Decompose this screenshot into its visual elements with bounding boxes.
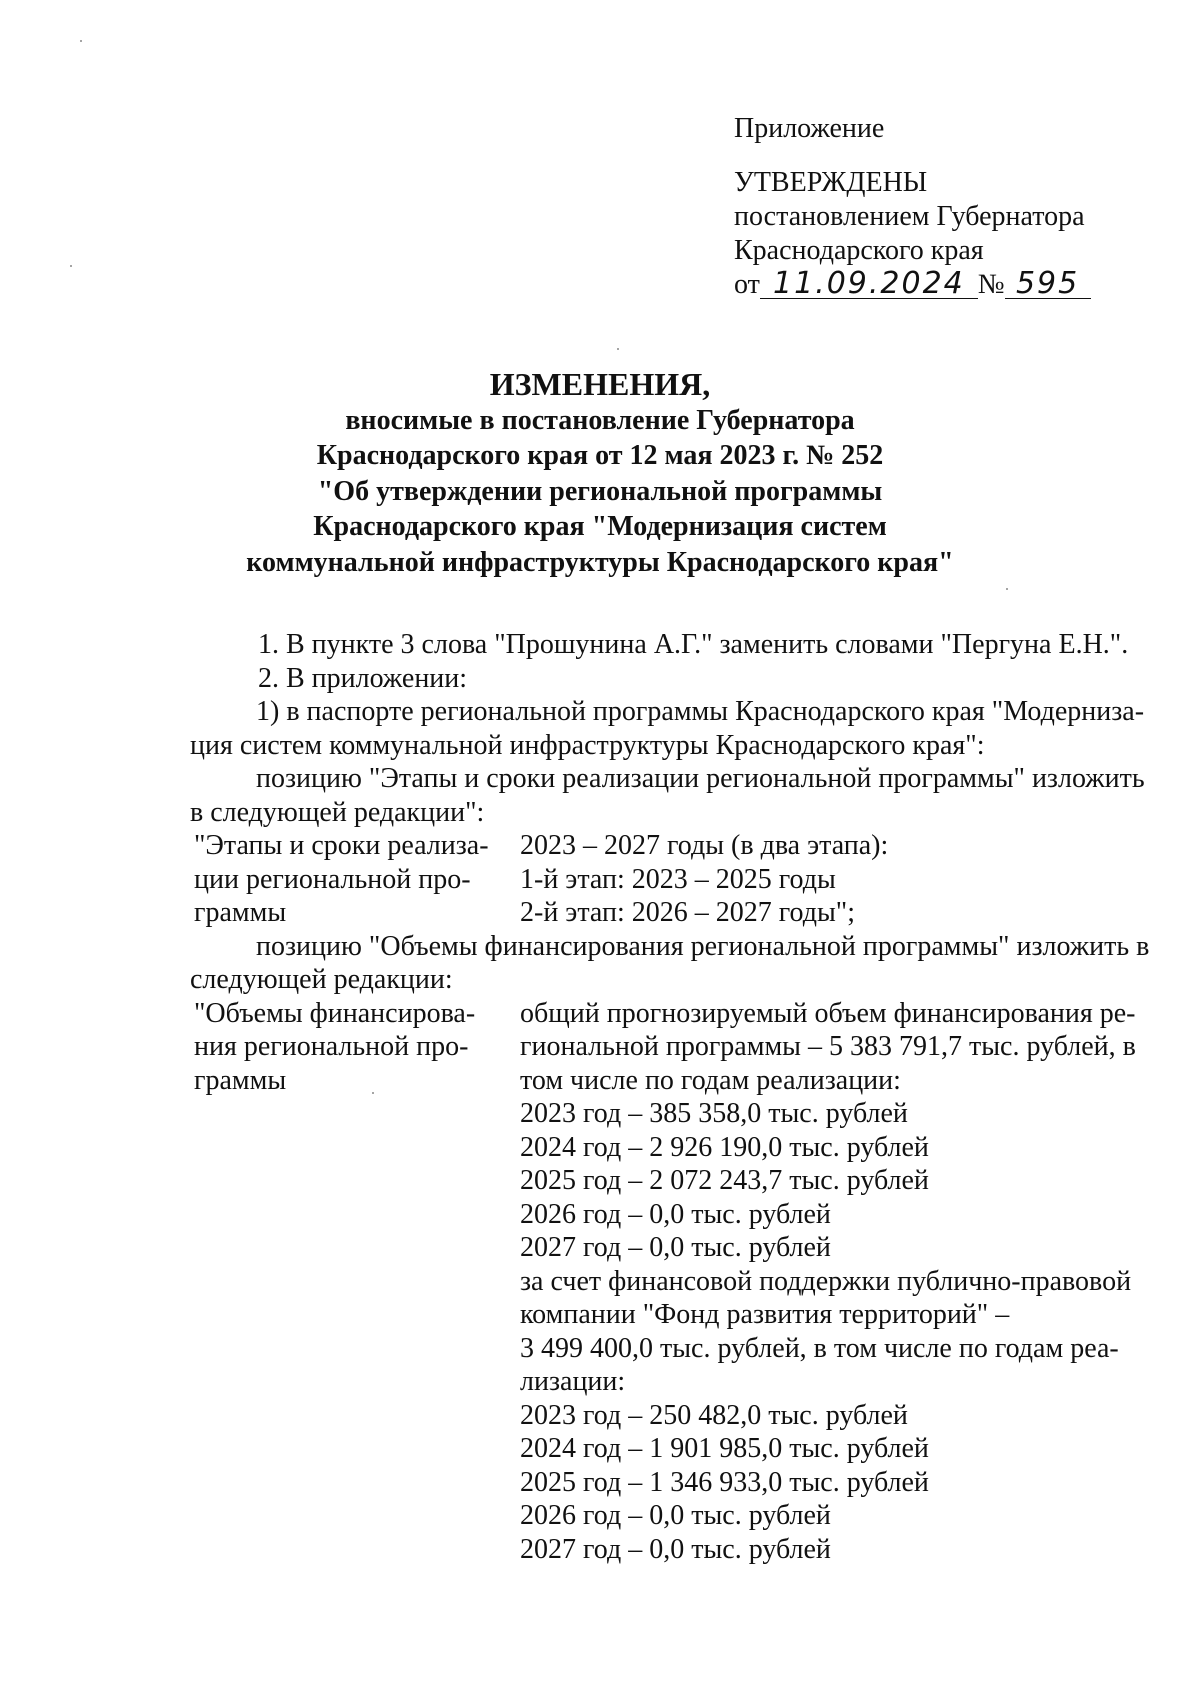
funding-table xyxy=(190,997,1166,1567)
scan-speck xyxy=(617,348,619,350)
approved-heading: УТВЕРЖДЕНЫ xyxy=(734,167,928,198)
table-cell-line: 1-й этап: 2023 – 2025 годы xyxy=(520,863,836,895)
stages-table-value xyxy=(520,829,1166,930)
document-title xyxy=(150,367,1050,580)
approved-by-line: постановлением Губернатора xyxy=(734,201,1085,232)
date-number-line xyxy=(734,268,1091,302)
stages-table-label xyxy=(190,829,520,930)
region-line: Краснодарского края xyxy=(734,235,984,266)
table-cell-line: общий прогнозируемый объем финансирования ре- xyxy=(520,997,1136,1029)
table-cell-line: 2027 год – 0,0 тыс. рублей xyxy=(520,1232,831,1263)
table-cell-line: 2025 год – 1 346 933,0 тыс. рублей xyxy=(520,1466,929,1498)
number-prefix: № xyxy=(977,269,1005,300)
table-cell-line: 2023 – 2027 годы (в два этапа): xyxy=(520,830,889,861)
item-2-1-line-2: ция систем коммунальной инфраструктуры Краснодарского края": xyxy=(190,729,985,761)
table-cell-line: 2-й этап: 2026 – 2027 годы"; xyxy=(520,897,855,928)
document-body xyxy=(190,628,1166,1566)
title-line-2: вносимые в постановление Губернатора xyxy=(345,404,855,436)
table-cell-line: гиональной программы – 5 383 791,7 тыс. рублей, в xyxy=(520,1031,1136,1062)
table-cell-line: 2025 год – 2 072 243,7 тыс. рублей xyxy=(520,1165,929,1196)
stages-table xyxy=(190,829,1166,930)
title-line-5: Краснодарского края "Модернизация систем xyxy=(313,511,887,542)
item-1: 1. В пункте 3 слова "Прошунина А.Г." заменить словами "Пергуна Е.Н.". xyxy=(258,629,1129,660)
date-prefix: от xyxy=(734,269,760,300)
position-2-line-2: следующей редакции: xyxy=(190,964,453,995)
position-1-line-2: в следующей редакции": xyxy=(190,796,485,828)
handwritten-date: 11.09.2024 xyxy=(760,270,978,299)
table-cell-line: граммы xyxy=(194,1064,287,1096)
scan-speck xyxy=(372,1092,374,1094)
table-cell-line: 2026 год – 0,0 тыс. рублей xyxy=(520,1500,831,1531)
appendix-label: Приложение xyxy=(734,113,885,144)
scan-speck xyxy=(70,265,72,267)
position-2-line-1: позицию "Объемы финансирования региональной программы" изложить в xyxy=(256,930,1150,962)
table-cell-line: 2023 год – 385 358,0 тыс. рублей xyxy=(520,1098,908,1129)
table-cell-line: 2023 год – 250 482,0 тыс. рублей xyxy=(520,1399,908,1431)
table-cell-line: лизации: xyxy=(520,1366,626,1397)
title-line-3: Краснодарского края от 12 мая 2023 г. № 252 xyxy=(316,440,884,471)
table-cell-line: 2026 год – 0,0 тыс. рублей xyxy=(520,1198,831,1230)
title-line-4: "Об утверждении региональной программы xyxy=(317,475,883,507)
table-cell-line: ции региональной про- xyxy=(194,863,471,895)
table-cell-line: 2027 год – 0,0 тыс. рублей xyxy=(520,1533,831,1565)
funding-table-label xyxy=(190,997,520,1567)
table-cell-line: 2024 год – 1 901 985,0 тыс. рублей xyxy=(520,1433,929,1464)
table-cell-line: "Этапы и сроки реализа- xyxy=(194,830,489,861)
table-cell-line: за счет финансовой поддержки публично-правовой xyxy=(520,1265,1132,1297)
approval-block xyxy=(734,112,1091,302)
table-cell-line: том числе по годам реализации: xyxy=(520,1064,901,1096)
item-2-1-line-1: 1) в паспорте региональной программы Краснодарского края "Модерниза- xyxy=(256,696,1145,727)
table-cell-line: ния региональной про- xyxy=(194,1031,469,1062)
handwritten-number: 595 xyxy=(1005,270,1091,299)
item-2: 2. В приложении: xyxy=(258,662,468,694)
table-cell-line: 3 499 400,0 тыс. рублей, в том числе по годам реа- xyxy=(520,1332,1119,1364)
table-cell-line: граммы xyxy=(194,897,287,928)
position-1-line-1: позицию "Этапы и сроки реализации региональной программы" изложить xyxy=(256,763,1145,794)
title-line-6: коммунальной инфраструктуры Краснодарского края" xyxy=(246,546,954,578)
table-cell-line: "Объемы финансирова- xyxy=(194,997,476,1029)
scan-speck xyxy=(80,40,82,42)
table-cell-line: 2024 год – 2 926 190,0 тыс. рублей xyxy=(520,1131,929,1163)
table-cell-line: компании "Фонд развития территорий" – xyxy=(520,1299,1010,1330)
scan-speck xyxy=(1006,588,1008,590)
title-line-1: ИЗМЕНЕНИЯ, xyxy=(489,366,711,402)
funding-table-value xyxy=(520,997,1166,1567)
